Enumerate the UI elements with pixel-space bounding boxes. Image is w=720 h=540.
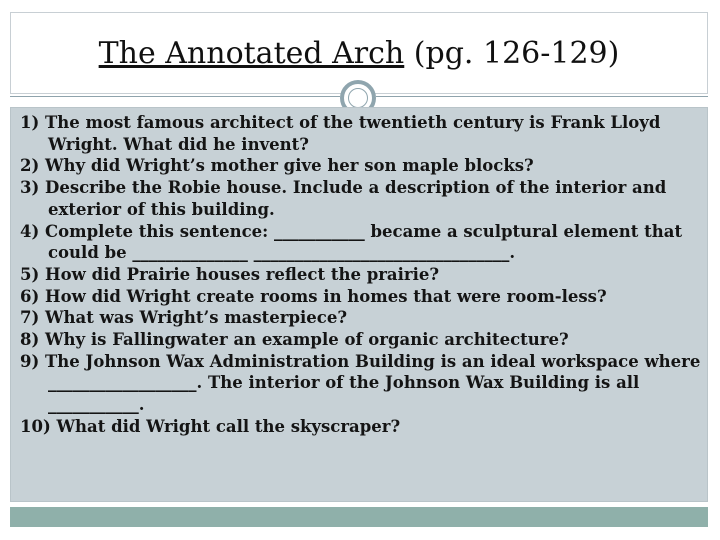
divider-line-right (376, 96, 708, 97)
question-10: 10) What did Wright call the skyscraper? (20, 416, 401, 436)
question-2: 2) Why did Wright’s mother give her son maple blocks? (20, 156, 534, 176)
question-1: 1) The most famous architect of the twentieth century is Frank Lloyd Wright. What did he invent? (20, 113, 667, 154)
circle-ornament-inner (348, 88, 368, 108)
slide (10, 12, 710, 528)
divider-line-left (10, 96, 340, 97)
footer-bar (10, 507, 708, 527)
question-7: 7) What was Wright’s masterpiece? (20, 308, 347, 328)
slide-title (11, 36, 707, 72)
question-4: 4) Complete this sentence: ___________ became a sculptural element that could be ______________ _______________________________. (20, 221, 688, 263)
question-8: 8) Why is Fallingwater an example of organic architecture? (20, 330, 569, 350)
question-list (20, 112, 707, 438)
title-pages: (pg. 126-129) (404, 36, 620, 71)
content-box (10, 107, 708, 502)
question-9: 9) The Johnson Wax Administration Building is an ideal workspace where __________________. The interior of the Johnson Wax Building is all ___________. (20, 351, 707, 415)
question-3: 3) Describe the Robie house. Include a description of the interior and exterior of this building. (20, 178, 673, 219)
question-5: 5) How did Prairie houses reflect the prairie? (20, 264, 440, 284)
title-underlined: The Annotated Arch (98, 36, 405, 71)
question-6: 6) How did Wright create rooms in homes that were room-less? (20, 286, 607, 306)
